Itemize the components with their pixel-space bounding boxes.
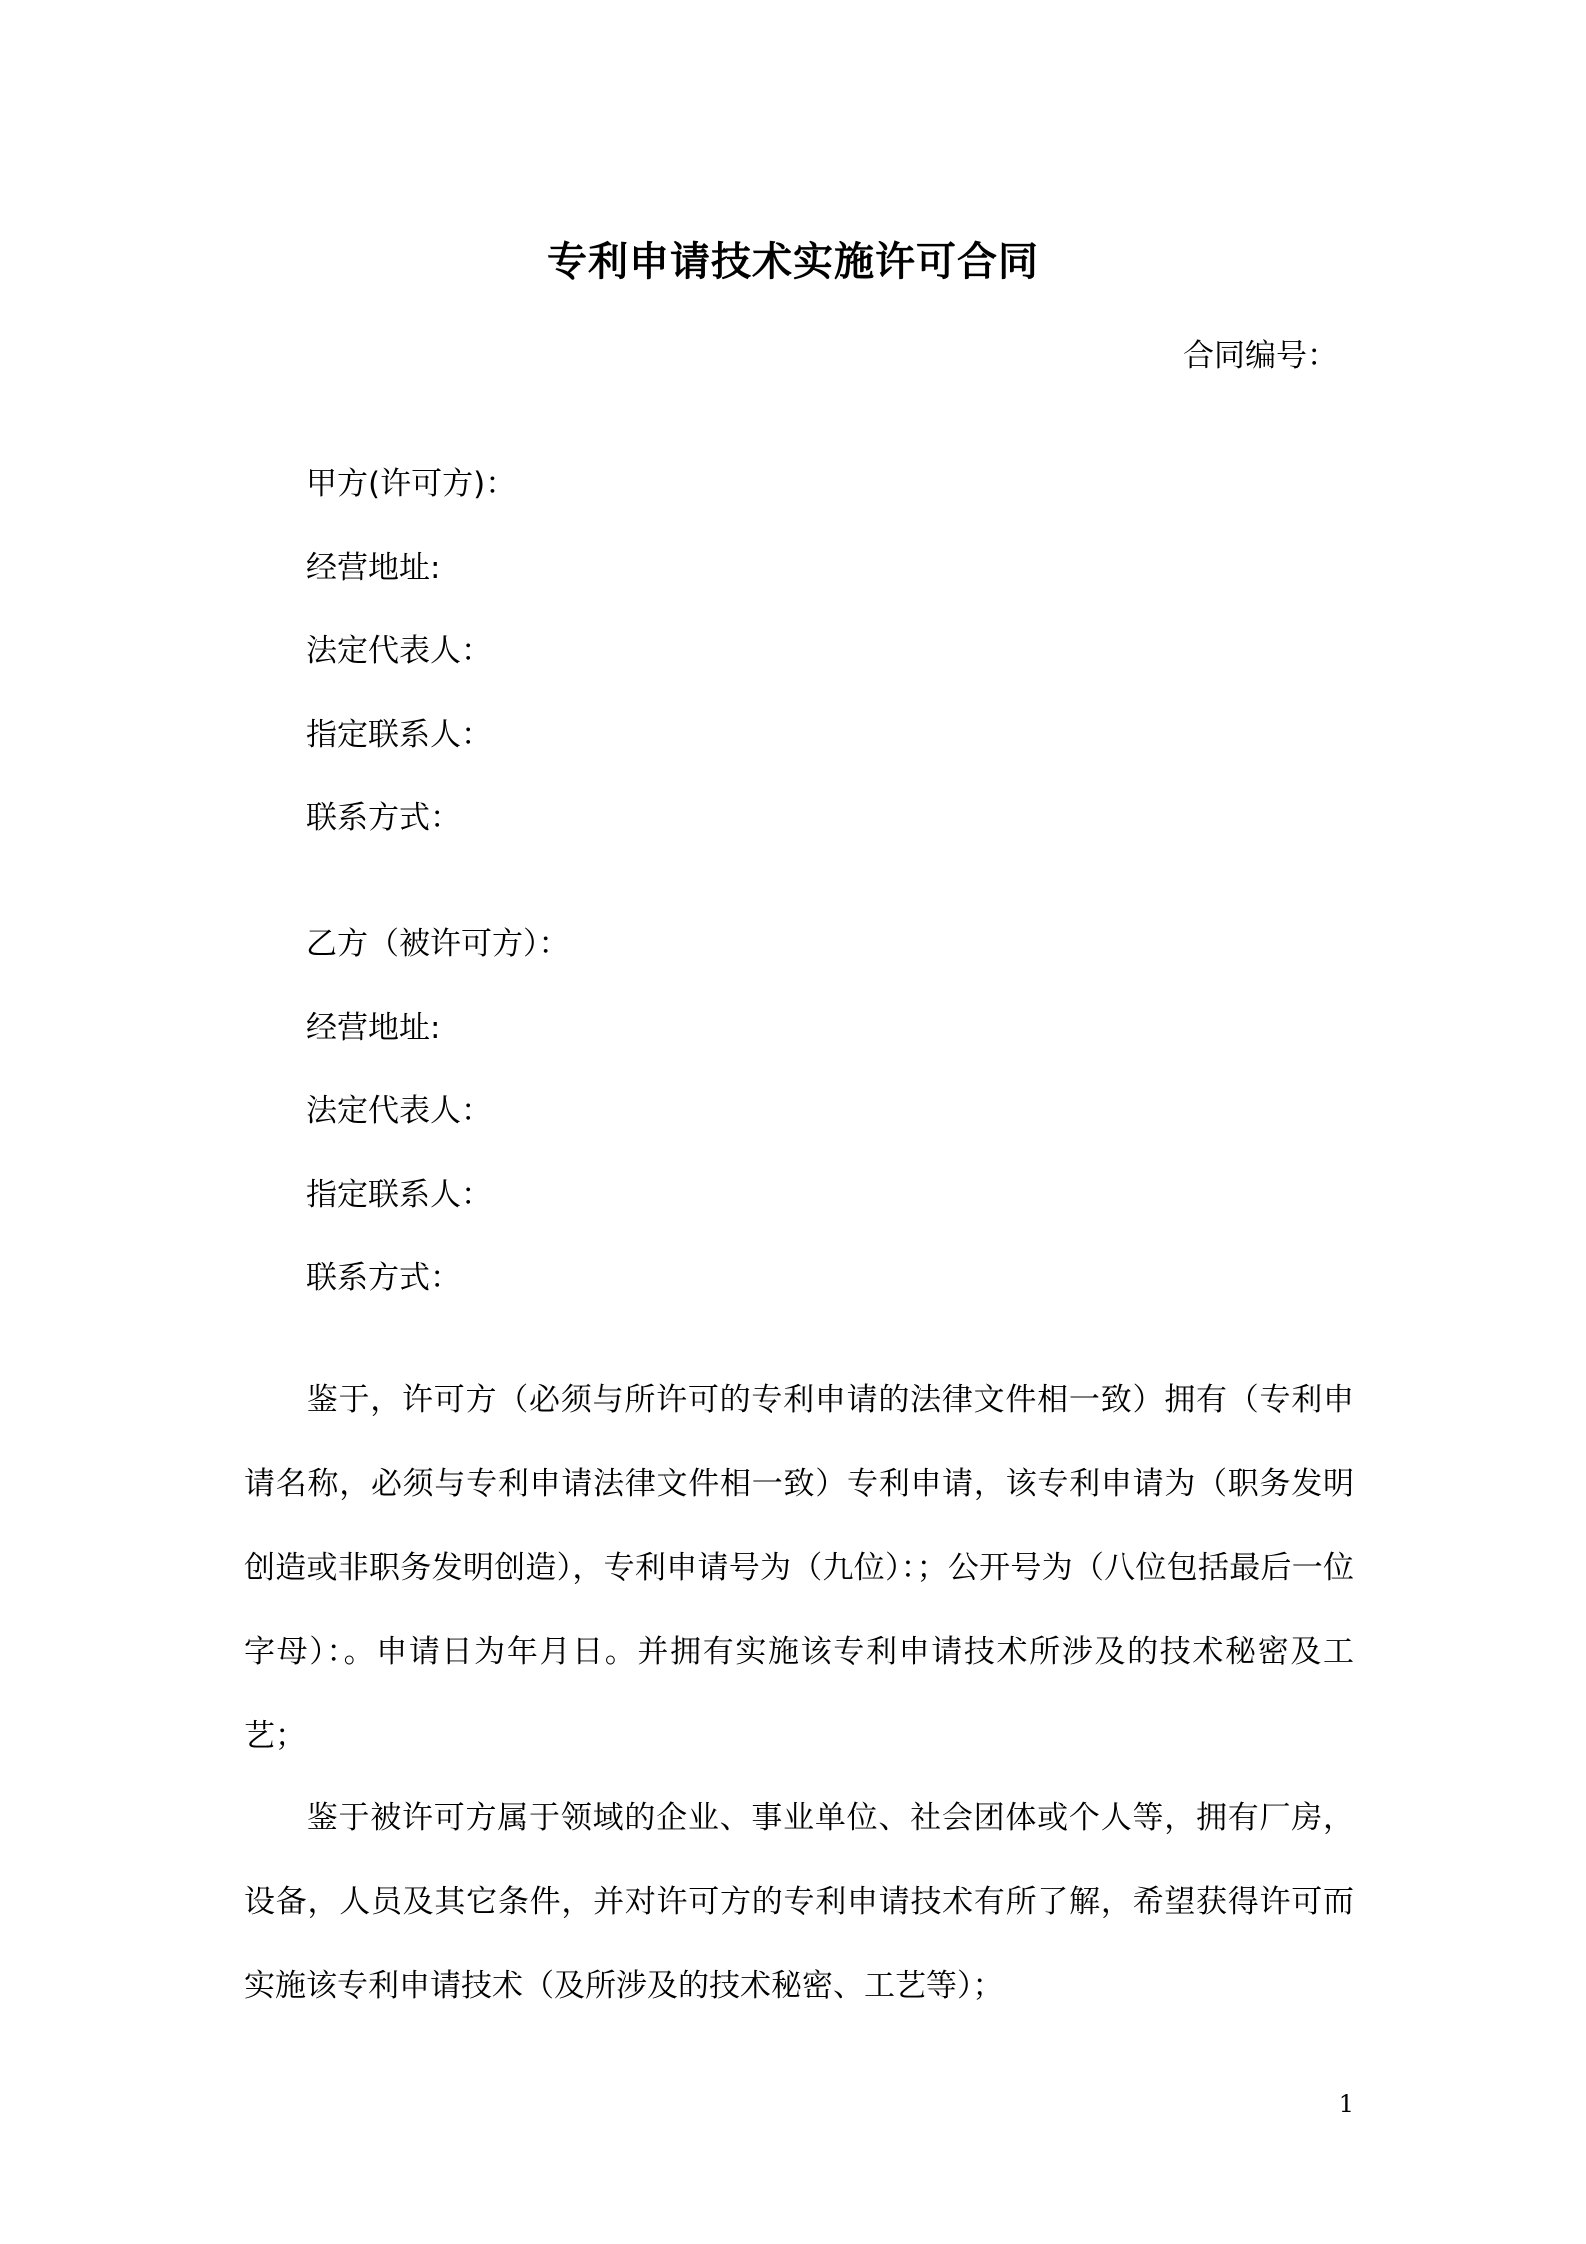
- document-title: 专利申请技术实施许可合同: [547, 239, 1039, 285]
- party-a-contact-person: 指定联系人：: [306, 717, 492, 753]
- contract-number-label: 合同编号：: [1183, 338, 1338, 374]
- party-a-legal-rep: 法定代表人：: [306, 633, 492, 669]
- page-number: 1: [1338, 2090, 1354, 2118]
- party-a-address: 经营地址:: [306, 550, 441, 586]
- recital-paragraph-2-text: 鉴于被许可方属于领域的企业、事业单位、社会团体或个人等，拥有厂房，设备，人员及其它条件，并对许可方的专利申请技术有所了解，希望获得许可而实施该专利申请技术（及所涉及的技术秘密、工艺等）；: [244, 1800, 1354, 2004]
- recital-paragraph-1-text: 鉴于，许可方（必须与所许可的专利申请的法律文件相一致）拥有（专利申请名称，必须与专利申请法律文件相一致）专利申请，该专利申请为（职务发明创造或非职务发明创造），专利申请号为（九位）：；公开号为（八位包括最后一位字母）：。申请日为年月日。并拥有实施该专利申请技术所涉及的技术秘密及工艺；: [244, 1382, 1354, 1754]
- party-b-heading: 乙方（被许可方）：: [306, 926, 570, 962]
- party-b-contact-person: 指定联系人：: [306, 1177, 492, 1213]
- recital-paragraph-1: [244, 1358, 1354, 1778]
- party-b-address: 经营地址:: [306, 1010, 441, 1046]
- party-a-contact-info: 联系方式：: [306, 800, 461, 836]
- recital-paragraph-2: [244, 1776, 1354, 2028]
- party-a-heading: 甲方(许可方)：: [306, 466, 517, 502]
- party-b-legal-rep: 法定代表人：: [306, 1093, 492, 1129]
- party-b-contact-info: 联系方式：: [306, 1260, 461, 1296]
